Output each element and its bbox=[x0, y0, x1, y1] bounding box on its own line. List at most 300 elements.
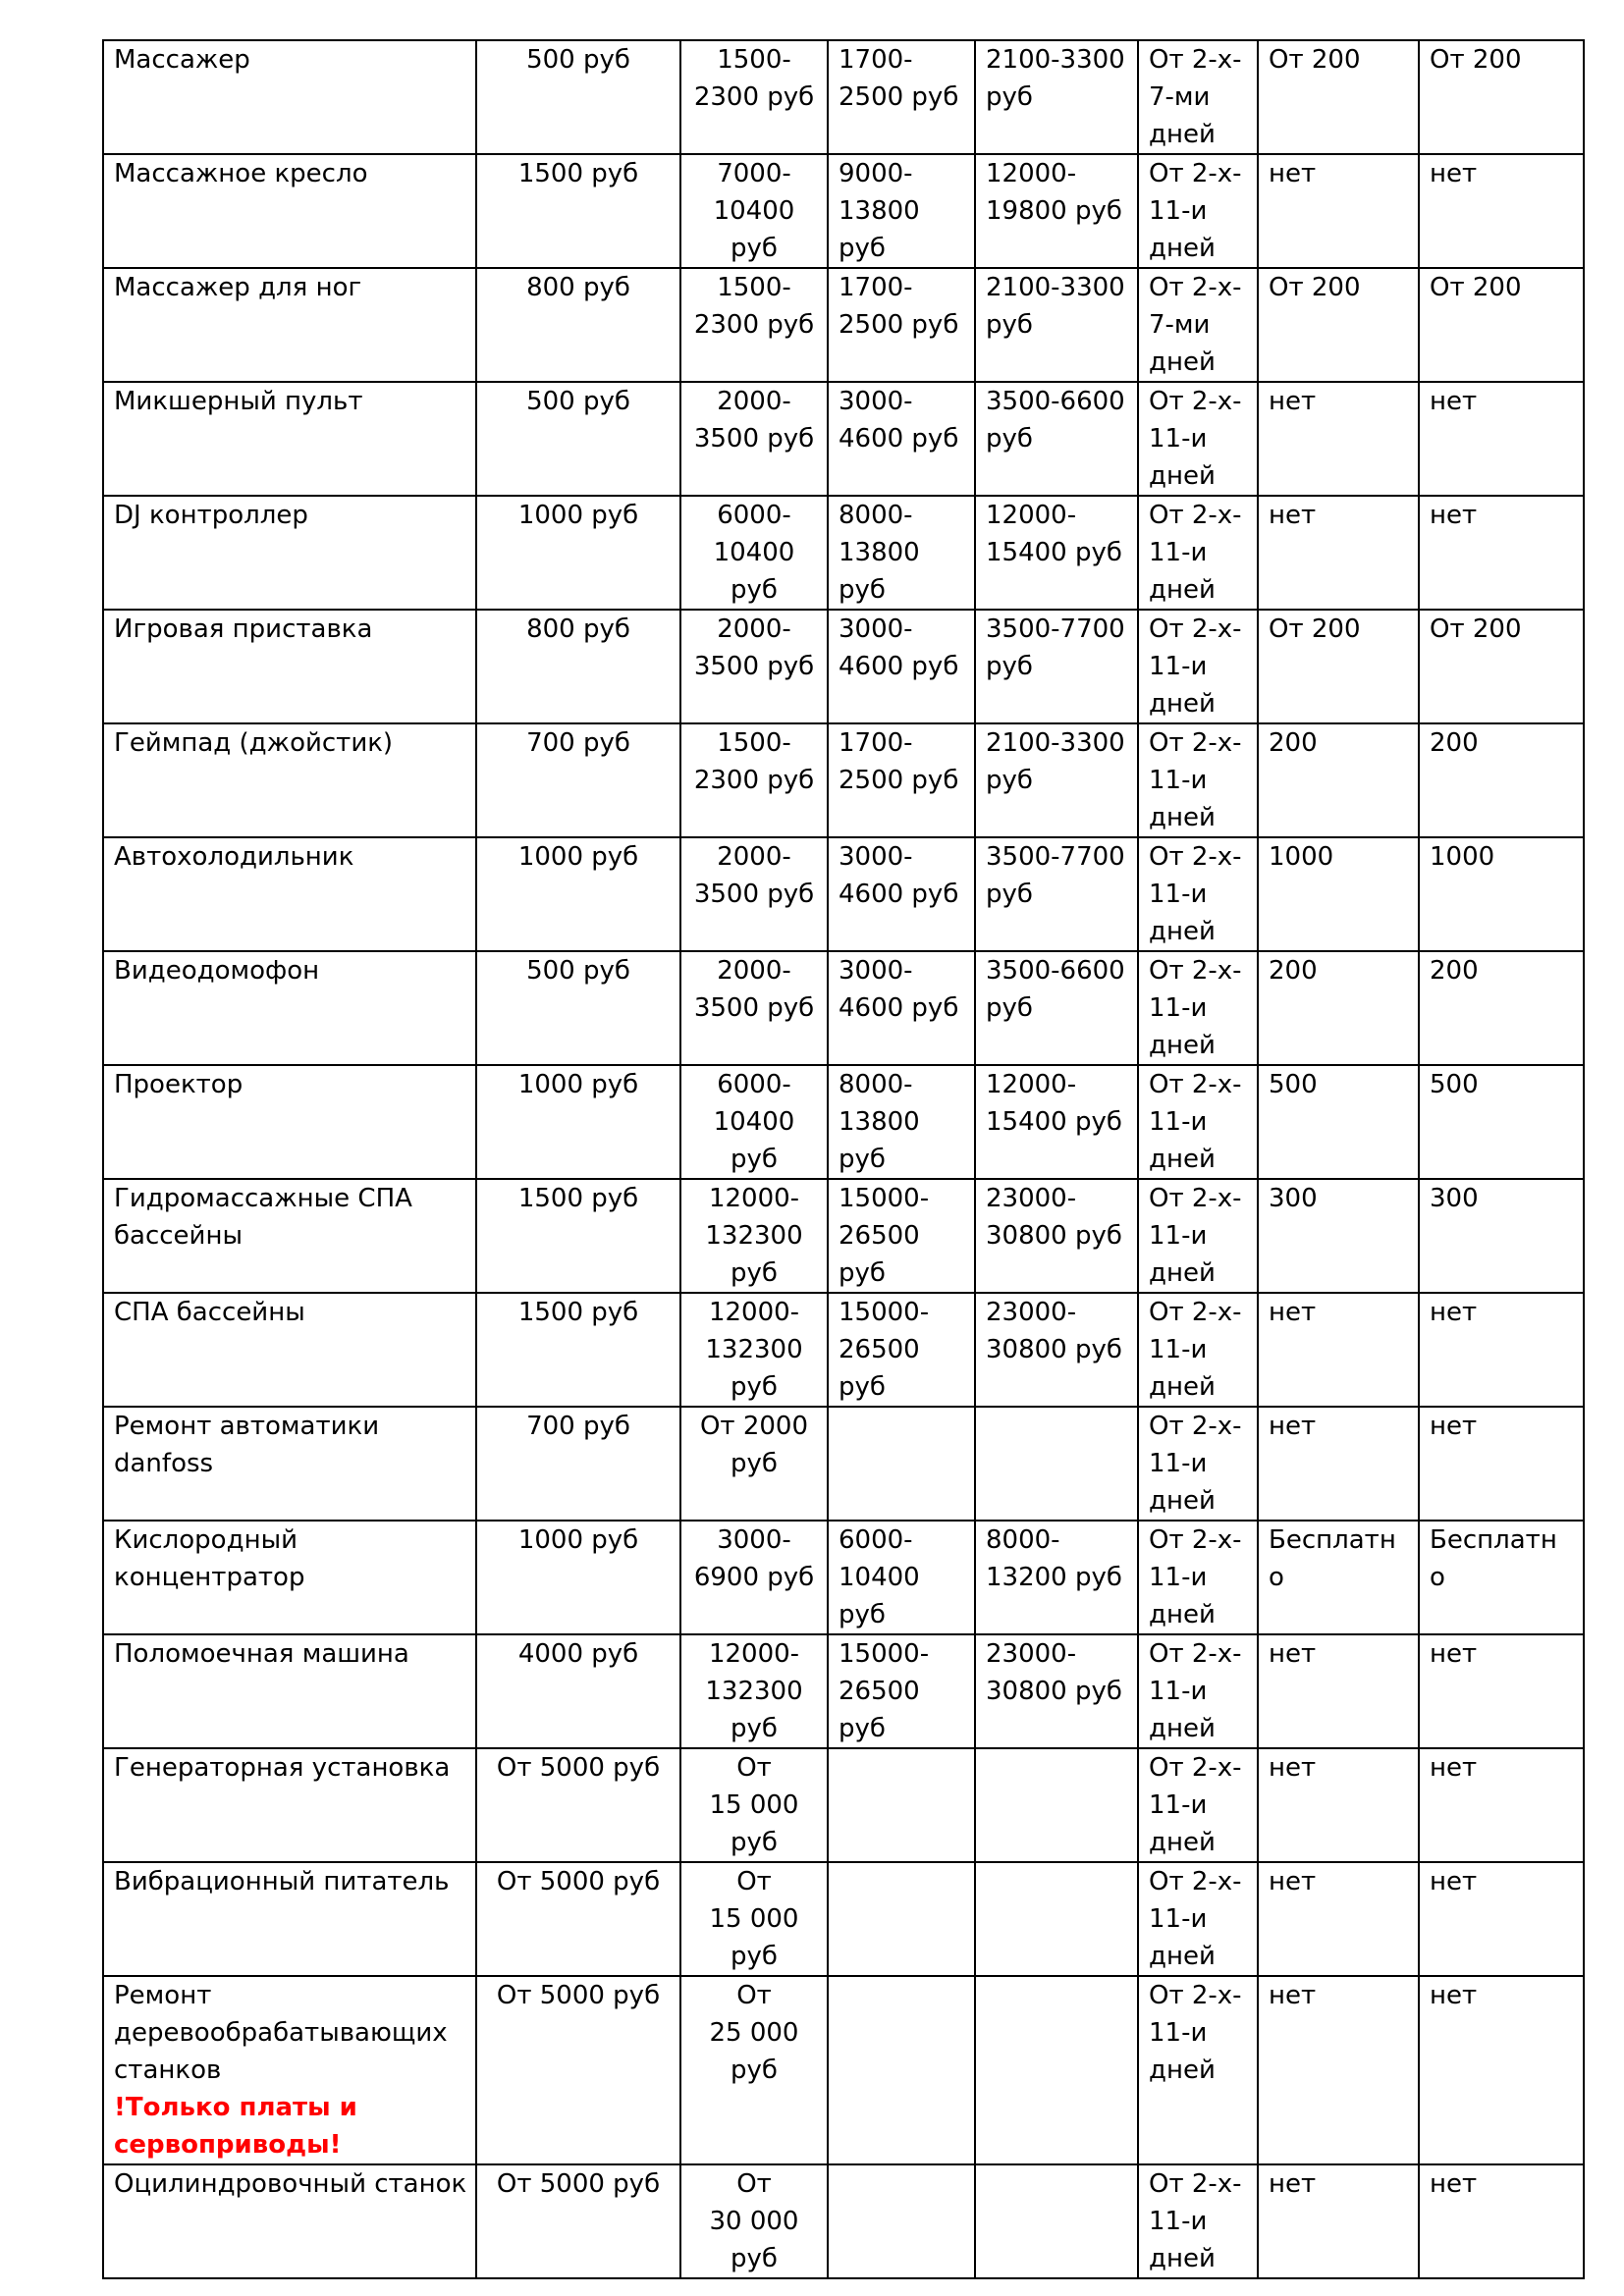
cell-line: От bbox=[736, 1867, 772, 1896]
extra-fee-2-cell bbox=[1419, 951, 1584, 1065]
table-row bbox=[103, 382, 1584, 496]
repair-term-cell bbox=[1138, 154, 1258, 268]
repair-price-3-cell bbox=[975, 154, 1138, 268]
repair-price-2-cell bbox=[828, 268, 975, 382]
cell-line: 11-и bbox=[1149, 1335, 1208, 1364]
repair-term-cell bbox=[1138, 1976, 1258, 2164]
table-row bbox=[103, 837, 1584, 951]
extra-fee-2-cell bbox=[1419, 1407, 1584, 1521]
cell-line: 10400 bbox=[713, 196, 795, 226]
repair-price-3-cell bbox=[975, 1179, 1138, 1293]
cell-line: Вибрационный питатель bbox=[114, 1867, 450, 1896]
cell-line: 4600 руб bbox=[839, 652, 959, 681]
cell-line: От 200 bbox=[1430, 614, 1522, 644]
cell-line: От 2-х- bbox=[1149, 956, 1242, 986]
extra-fee-2-cell bbox=[1419, 382, 1584, 496]
cell-line: дней bbox=[1149, 1600, 1216, 1629]
cell-line: нет bbox=[1269, 1867, 1317, 1896]
name-cell bbox=[103, 1179, 476, 1293]
cell-line: 4000 руб bbox=[517, 1639, 639, 1669]
cell-line: 12000- bbox=[986, 1070, 1077, 1099]
table-row bbox=[103, 1179, 1584, 1293]
repair-price-1-cell bbox=[680, 1634, 828, 1748]
cell-line: руб bbox=[731, 1258, 778, 1288]
cell-line: 23000- bbox=[986, 1298, 1077, 1327]
cell-line: 12000- bbox=[708, 1639, 800, 1669]
repair-price-3-cell bbox=[975, 1748, 1138, 1862]
cell-line: нет bbox=[1430, 1298, 1478, 1327]
extra-fee-1-cell bbox=[1258, 837, 1419, 951]
name-cell bbox=[103, 1521, 476, 1634]
cell-line: руб bbox=[839, 1600, 886, 1629]
cell-line: 132300 bbox=[705, 1221, 803, 1251]
table-row bbox=[103, 1293, 1584, 1407]
repair-term-cell bbox=[1138, 723, 1258, 837]
cell-line: 3000- bbox=[839, 956, 913, 986]
repair-price-2-cell bbox=[828, 951, 975, 1065]
cell-line: 11-и bbox=[1149, 424, 1208, 454]
cell-line: нет bbox=[1430, 501, 1478, 530]
cell-line: нет bbox=[1430, 1753, 1478, 1783]
cell-line: руб bbox=[986, 652, 1033, 681]
cell-line: От 200 bbox=[1269, 45, 1361, 75]
cell-line: СПА бассейны bbox=[114, 1298, 305, 1327]
repair-term-cell bbox=[1138, 1179, 1258, 1293]
repair-term-cell bbox=[1138, 268, 1258, 382]
diagnostics-price-cell bbox=[476, 154, 680, 268]
diagnostics-price-cell bbox=[476, 1407, 680, 1521]
cell-line: От 2-х- bbox=[1149, 1298, 1242, 1327]
cell-line: 10400 bbox=[713, 1107, 795, 1137]
repair-price-1-cell bbox=[680, 610, 828, 723]
extra-fee-2-cell bbox=[1419, 1976, 1584, 2164]
cell-line: 1000 руб bbox=[517, 1070, 639, 1099]
repair-term-cell bbox=[1138, 40, 1258, 154]
cell-line: Бесплатн bbox=[1269, 1525, 1396, 1555]
repair-term-cell bbox=[1138, 1862, 1258, 1976]
cell-line: 1700- bbox=[839, 728, 913, 758]
repair-price-2-cell bbox=[828, 1976, 975, 2164]
diagnostics-price-cell bbox=[476, 1065, 680, 1179]
cell-line: дней bbox=[1149, 2056, 1216, 2085]
cell-line: дней bbox=[1149, 1714, 1216, 1743]
extra-fee-2-cell bbox=[1419, 1293, 1584, 1407]
table-row bbox=[103, 268, 1584, 382]
cell-line: 8000- bbox=[839, 1070, 913, 1099]
cell-line: 4600 руб bbox=[839, 880, 959, 909]
cell-line: 15400 руб bbox=[986, 538, 1122, 567]
repair-price-1-cell bbox=[680, 1976, 828, 2164]
table-row bbox=[103, 2164, 1584, 2278]
diagnostics-price-cell bbox=[476, 268, 680, 382]
cell-line: 3500-6600 bbox=[986, 956, 1125, 986]
repair-price-1-cell bbox=[680, 837, 828, 951]
extra-fee-1-cell bbox=[1258, 1976, 1419, 2164]
diagnostics-price-cell bbox=[476, 610, 680, 723]
cell-line: 800 руб bbox=[526, 614, 630, 644]
cell-line: 2500 руб bbox=[839, 766, 959, 795]
cell-line: 7-ми bbox=[1149, 82, 1211, 112]
cell-line: От 2-х- bbox=[1149, 614, 1242, 644]
cell-line: 500 руб bbox=[526, 956, 630, 986]
repair-price-1-cell bbox=[680, 382, 828, 496]
repair-price-3-cell bbox=[975, 951, 1138, 1065]
cell-line: От 2000 bbox=[699, 1412, 809, 1441]
cell-line: руб bbox=[731, 1714, 778, 1743]
cell-line: 11-и bbox=[1149, 1221, 1208, 1251]
cell-line: 11-и bbox=[1149, 993, 1208, 1023]
cell-line: 6900 руб bbox=[693, 1563, 815, 1592]
warning-note: сервоприводы! bbox=[114, 2130, 342, 2160]
cell-line: 3500 руб bbox=[693, 424, 815, 454]
cell-line: Поломоечная машина bbox=[114, 1639, 409, 1669]
cell-line: 3000- bbox=[839, 842, 913, 872]
extra-fee-1-cell bbox=[1258, 1179, 1419, 1293]
cell-line: нет bbox=[1430, 1981, 1478, 2010]
cell-line: 7-ми bbox=[1149, 310, 1211, 340]
cell-line: нет bbox=[1269, 2169, 1317, 2199]
cell-line: нет bbox=[1430, 2169, 1478, 2199]
cell-line: 6000- bbox=[717, 501, 791, 530]
repair-price-1-cell bbox=[680, 154, 828, 268]
repair-price-1-cell bbox=[680, 268, 828, 382]
cell-line: 7000- bbox=[717, 159, 791, 188]
cell-line: нет bbox=[1269, 1298, 1317, 1327]
cell-line: руб bbox=[731, 2056, 778, 2085]
repair-price-2-cell bbox=[828, 1748, 975, 1862]
cell-line: От 200 bbox=[1269, 273, 1361, 302]
cell-line: руб bbox=[731, 234, 778, 263]
cell-line: 2100-3300 bbox=[986, 45, 1125, 75]
repair-price-3-cell bbox=[975, 1521, 1138, 1634]
repair-price-3-cell bbox=[975, 2164, 1138, 2278]
cell-line: От 2-х- bbox=[1149, 728, 1242, 758]
extra-fee-2-cell bbox=[1419, 837, 1584, 951]
cell-line: От 2-х- bbox=[1149, 1639, 1242, 1669]
cell-line: 19800 руб bbox=[986, 196, 1122, 226]
cell-line: 25 000 bbox=[709, 2018, 799, 2048]
cell-line: От 5000 руб bbox=[496, 1867, 661, 1896]
extra-fee-2-cell bbox=[1419, 723, 1584, 837]
cell-line: 10400 bbox=[713, 538, 795, 567]
extra-fee-1-cell bbox=[1258, 723, 1419, 837]
extra-fee-2-cell bbox=[1419, 1634, 1584, 1748]
cell-line: концентратор bbox=[114, 1563, 305, 1592]
cell-line: 11-и bbox=[1149, 1563, 1208, 1592]
name-cell bbox=[103, 40, 476, 154]
repair-price-3-cell bbox=[975, 1634, 1138, 1748]
name-cell bbox=[103, 1862, 476, 1976]
cell-line: руб bbox=[986, 310, 1033, 340]
cell-line: 2500 руб bbox=[839, 82, 959, 112]
cell-line: Генераторная установка bbox=[114, 1753, 451, 1783]
cell-line: Массажер bbox=[114, 45, 250, 75]
cell-line: нет bbox=[1269, 501, 1317, 530]
extra-fee-2-cell bbox=[1419, 2164, 1584, 2278]
extra-fee-1-cell bbox=[1258, 951, 1419, 1065]
cell-line: 30800 руб bbox=[986, 1335, 1122, 1364]
price-table bbox=[102, 39, 1585, 2279]
repair-price-1-cell bbox=[680, 40, 828, 154]
repair-price-2-cell bbox=[828, 1634, 975, 1748]
cell-line: 11-и bbox=[1149, 196, 1208, 226]
cell-line: 1000 bbox=[1430, 842, 1495, 872]
repair-price-3-cell bbox=[975, 382, 1138, 496]
repair-price-2-cell bbox=[828, 40, 975, 154]
cell-line: о bbox=[1430, 1563, 1445, 1592]
cell-line: 300 bbox=[1430, 1184, 1479, 1213]
cell-line: 200 bbox=[1430, 956, 1479, 986]
repair-price-2-cell bbox=[828, 723, 975, 837]
cell-line: бассейны bbox=[114, 1221, 243, 1251]
cell-line: деревообрабатывающих bbox=[114, 2018, 448, 2048]
cell-line: 500 bbox=[1269, 1070, 1318, 1099]
cell-line: 3000- bbox=[839, 614, 913, 644]
cell-line: 12000- bbox=[986, 159, 1077, 188]
repair-price-2-cell bbox=[828, 1407, 975, 1521]
cell-line: станков bbox=[114, 2056, 222, 2085]
cell-line: 1000 руб bbox=[517, 1525, 639, 1555]
cell-line: От 5000 руб bbox=[496, 2169, 661, 2199]
cell-line: Микшерный пульт bbox=[114, 387, 363, 416]
cell-line: От 2-х- bbox=[1149, 159, 1242, 188]
repair-price-2-cell bbox=[828, 1293, 975, 1407]
repair-term-cell bbox=[1138, 1065, 1258, 1179]
cell-line: 11-и bbox=[1149, 1677, 1208, 1706]
extra-fee-1-cell bbox=[1258, 1862, 1419, 1976]
cell-line: От 200 bbox=[1269, 614, 1361, 644]
cell-line: руб bbox=[731, 1145, 778, 1174]
diagnostics-price-cell bbox=[476, 1976, 680, 2164]
cell-line: Геймпад (джойстик) bbox=[114, 728, 394, 758]
cell-line: От 2-х- bbox=[1149, 2169, 1242, 2199]
cell-line: дней bbox=[1149, 347, 1216, 377]
cell-line: 11-и bbox=[1149, 652, 1208, 681]
cell-line: 300 bbox=[1269, 1184, 1318, 1213]
repair-price-1-cell bbox=[680, 951, 828, 1065]
cell-line: дней bbox=[1149, 803, 1216, 832]
table-row bbox=[103, 40, 1584, 154]
diagnostics-price-cell bbox=[476, 496, 680, 610]
cell-line: дней bbox=[1149, 575, 1216, 605]
cell-line: 200 bbox=[1269, 728, 1318, 758]
repair-term-cell bbox=[1138, 1634, 1258, 1748]
extra-fee-2-cell bbox=[1419, 1862, 1584, 1976]
cell-line: руб bbox=[839, 234, 886, 263]
cell-line: 2100-3300 bbox=[986, 728, 1125, 758]
extra-fee-1-cell bbox=[1258, 1407, 1419, 1521]
table-row bbox=[103, 1976, 1584, 2164]
cell-line: 13800 bbox=[839, 1107, 920, 1137]
repair-price-1-cell bbox=[680, 1179, 828, 1293]
cell-line: 8000- bbox=[986, 1525, 1060, 1555]
table-row bbox=[103, 1634, 1584, 1748]
cell-line: дней bbox=[1149, 1031, 1216, 1060]
diagnostics-price-cell bbox=[476, 2164, 680, 2278]
extra-fee-1-cell bbox=[1258, 154, 1419, 268]
cell-line: руб bbox=[839, 1372, 886, 1402]
cell-line: 11-и bbox=[1149, 1449, 1208, 1478]
repair-term-cell bbox=[1138, 382, 1258, 496]
cell-line: 26500 bbox=[839, 1221, 920, 1251]
cell-line: 12000- bbox=[708, 1184, 800, 1213]
repair-price-3-cell bbox=[975, 268, 1138, 382]
cell-line: руб bbox=[986, 424, 1033, 454]
cell-line: 700 руб bbox=[526, 728, 630, 758]
extra-fee-1-cell bbox=[1258, 1065, 1419, 1179]
cell-line: 2000- bbox=[717, 387, 791, 416]
cell-line: руб bbox=[731, 2244, 778, 2273]
cell-line: 1700- bbox=[839, 273, 913, 302]
table-row bbox=[103, 1862, 1584, 1976]
extra-fee-1-cell bbox=[1258, 40, 1419, 154]
diagnostics-price-cell bbox=[476, 723, 680, 837]
cell-line: 2000- bbox=[717, 956, 791, 986]
cell-line: 2300 руб bbox=[693, 766, 815, 795]
repair-price-1-cell bbox=[680, 1293, 828, 1407]
extra-fee-2-cell bbox=[1419, 40, 1584, 154]
cell-line: 23000- bbox=[986, 1639, 1077, 1669]
diagnostics-price-cell bbox=[476, 1862, 680, 1976]
table-row bbox=[103, 723, 1584, 837]
cell-line: 30 000 bbox=[709, 2207, 799, 2236]
repair-price-3-cell bbox=[975, 1976, 1138, 2164]
cell-line: От 2-х- bbox=[1149, 45, 1242, 75]
cell-line: 11-и bbox=[1149, 1107, 1208, 1137]
cell-line: От 2-х- bbox=[1149, 501, 1242, 530]
name-cell bbox=[103, 837, 476, 951]
cell-line: Оцилиндровочный станок bbox=[114, 2169, 467, 2199]
cell-line: 1500 руб bbox=[517, 1184, 639, 1213]
cell-line: дней bbox=[1149, 1942, 1216, 1971]
diagnostics-price-cell bbox=[476, 1179, 680, 1293]
cell-line: 12000- bbox=[708, 1298, 800, 1327]
repair-term-cell bbox=[1138, 837, 1258, 951]
cell-line: 3500-7700 bbox=[986, 842, 1125, 872]
diagnostics-price-cell bbox=[476, 837, 680, 951]
name-cell bbox=[103, 1293, 476, 1407]
repair-price-2-cell bbox=[828, 1862, 975, 1976]
name-cell bbox=[103, 2164, 476, 2278]
repair-term-cell bbox=[1138, 951, 1258, 1065]
extra-fee-2-cell bbox=[1419, 1748, 1584, 1862]
cell-line: 30800 руб bbox=[986, 1677, 1122, 1706]
cell-line: 12000- bbox=[986, 501, 1077, 530]
repair-price-1-cell bbox=[680, 1407, 828, 1521]
cell-line: 800 руб bbox=[526, 273, 630, 302]
cell-line: От 2-х- bbox=[1149, 273, 1242, 302]
name-cell bbox=[103, 610, 476, 723]
cell-line: От 5000 руб bbox=[496, 1981, 661, 2010]
cell-line: дней bbox=[1149, 1372, 1216, 1402]
diagnostics-price-cell bbox=[476, 1293, 680, 1407]
cell-line: 13800 bbox=[839, 538, 920, 567]
cell-line: 15000- bbox=[839, 1184, 930, 1213]
cell-line: Ремонт bbox=[114, 1981, 212, 2010]
cell-line: 1700- bbox=[839, 45, 913, 75]
diagnostics-price-cell bbox=[476, 1748, 680, 1862]
cell-line: 132300 bbox=[705, 1677, 803, 1706]
cell-line: 3500 руб bbox=[693, 652, 815, 681]
cell-line: 200 bbox=[1430, 728, 1479, 758]
name-cell bbox=[103, 1407, 476, 1521]
cell-line: От bbox=[736, 1981, 772, 2010]
cell-line: От 2-х- bbox=[1149, 1753, 1242, 1783]
repair-price-3-cell bbox=[975, 723, 1138, 837]
cell-line: 1000 bbox=[1269, 842, 1334, 872]
extra-fee-1-cell bbox=[1258, 1748, 1419, 1862]
repair-price-3-cell bbox=[975, 837, 1138, 951]
diagnostics-price-cell bbox=[476, 1521, 680, 1634]
cell-line: руб bbox=[731, 1942, 778, 1971]
cell-line: Гидромассажные СПА bbox=[114, 1184, 412, 1213]
repair-price-1-cell bbox=[680, 496, 828, 610]
repair-price-3-cell bbox=[975, 40, 1138, 154]
extra-fee-1-cell bbox=[1258, 382, 1419, 496]
repair-price-3-cell bbox=[975, 1293, 1138, 1407]
cell-line: От 5000 руб bbox=[496, 1753, 661, 1783]
cell-line: руб bbox=[839, 1145, 886, 1174]
cell-line: 3500-6600 bbox=[986, 387, 1125, 416]
extra-fee-2-cell bbox=[1419, 496, 1584, 610]
repair-term-cell bbox=[1138, 1521, 1258, 1634]
cell-line: руб bbox=[839, 1258, 886, 1288]
cell-line: нет bbox=[1430, 1867, 1478, 1896]
cell-line: Кислородный bbox=[114, 1525, 298, 1555]
cell-line: Проектор bbox=[114, 1070, 244, 1099]
name-cell bbox=[103, 1976, 476, 2164]
cell-line: 2300 руб bbox=[693, 310, 815, 340]
repair-price-3-cell bbox=[975, 1862, 1138, 1976]
cell-line: 11-и bbox=[1149, 880, 1208, 909]
cell-line: Автохолодильник bbox=[114, 842, 354, 872]
cell-line: 132300 bbox=[705, 1335, 803, 1364]
cell-line: От 2-х- bbox=[1149, 1867, 1242, 1896]
repair-term-cell bbox=[1138, 1293, 1258, 1407]
repair-price-3-cell bbox=[975, 1065, 1138, 1179]
cell-line: нет bbox=[1269, 1753, 1317, 1783]
cell-line: 3500 руб bbox=[693, 880, 815, 909]
cell-line: 23000- bbox=[986, 1184, 1077, 1213]
extra-fee-2-cell bbox=[1419, 268, 1584, 382]
cell-line: 11-и bbox=[1149, 1904, 1208, 1934]
repair-price-2-cell bbox=[828, 1179, 975, 1293]
cell-line: 1500- bbox=[717, 273, 791, 302]
cell-line: От 2-х- bbox=[1149, 1525, 1242, 1555]
cell-line: нет bbox=[1430, 1412, 1478, 1441]
extra-fee-1-cell bbox=[1258, 1521, 1419, 1634]
cell-line: нет bbox=[1269, 1639, 1317, 1669]
diagnostics-price-cell bbox=[476, 951, 680, 1065]
cell-line: 700 руб bbox=[526, 1412, 630, 1441]
repair-price-3-cell bbox=[975, 610, 1138, 723]
cell-line: 4600 руб bbox=[839, 993, 959, 1023]
cell-line: 6000- bbox=[717, 1070, 791, 1099]
repair-term-cell bbox=[1138, 1748, 1258, 1862]
repair-price-3-cell bbox=[975, 1407, 1138, 1521]
cell-line: дней bbox=[1149, 1486, 1216, 1516]
repair-price-1-cell bbox=[680, 1521, 828, 1634]
cell-line: дней bbox=[1149, 1145, 1216, 1174]
table-row bbox=[103, 1748, 1584, 1862]
cell-line: руб bbox=[986, 766, 1033, 795]
table-row bbox=[103, 1407, 1584, 1521]
cell-line: нет bbox=[1430, 1639, 1478, 1669]
name-cell bbox=[103, 382, 476, 496]
repair-price-1-cell bbox=[680, 1748, 828, 1862]
cell-line: 13200 руб bbox=[986, 1563, 1122, 1592]
repair-price-2-cell bbox=[828, 382, 975, 496]
